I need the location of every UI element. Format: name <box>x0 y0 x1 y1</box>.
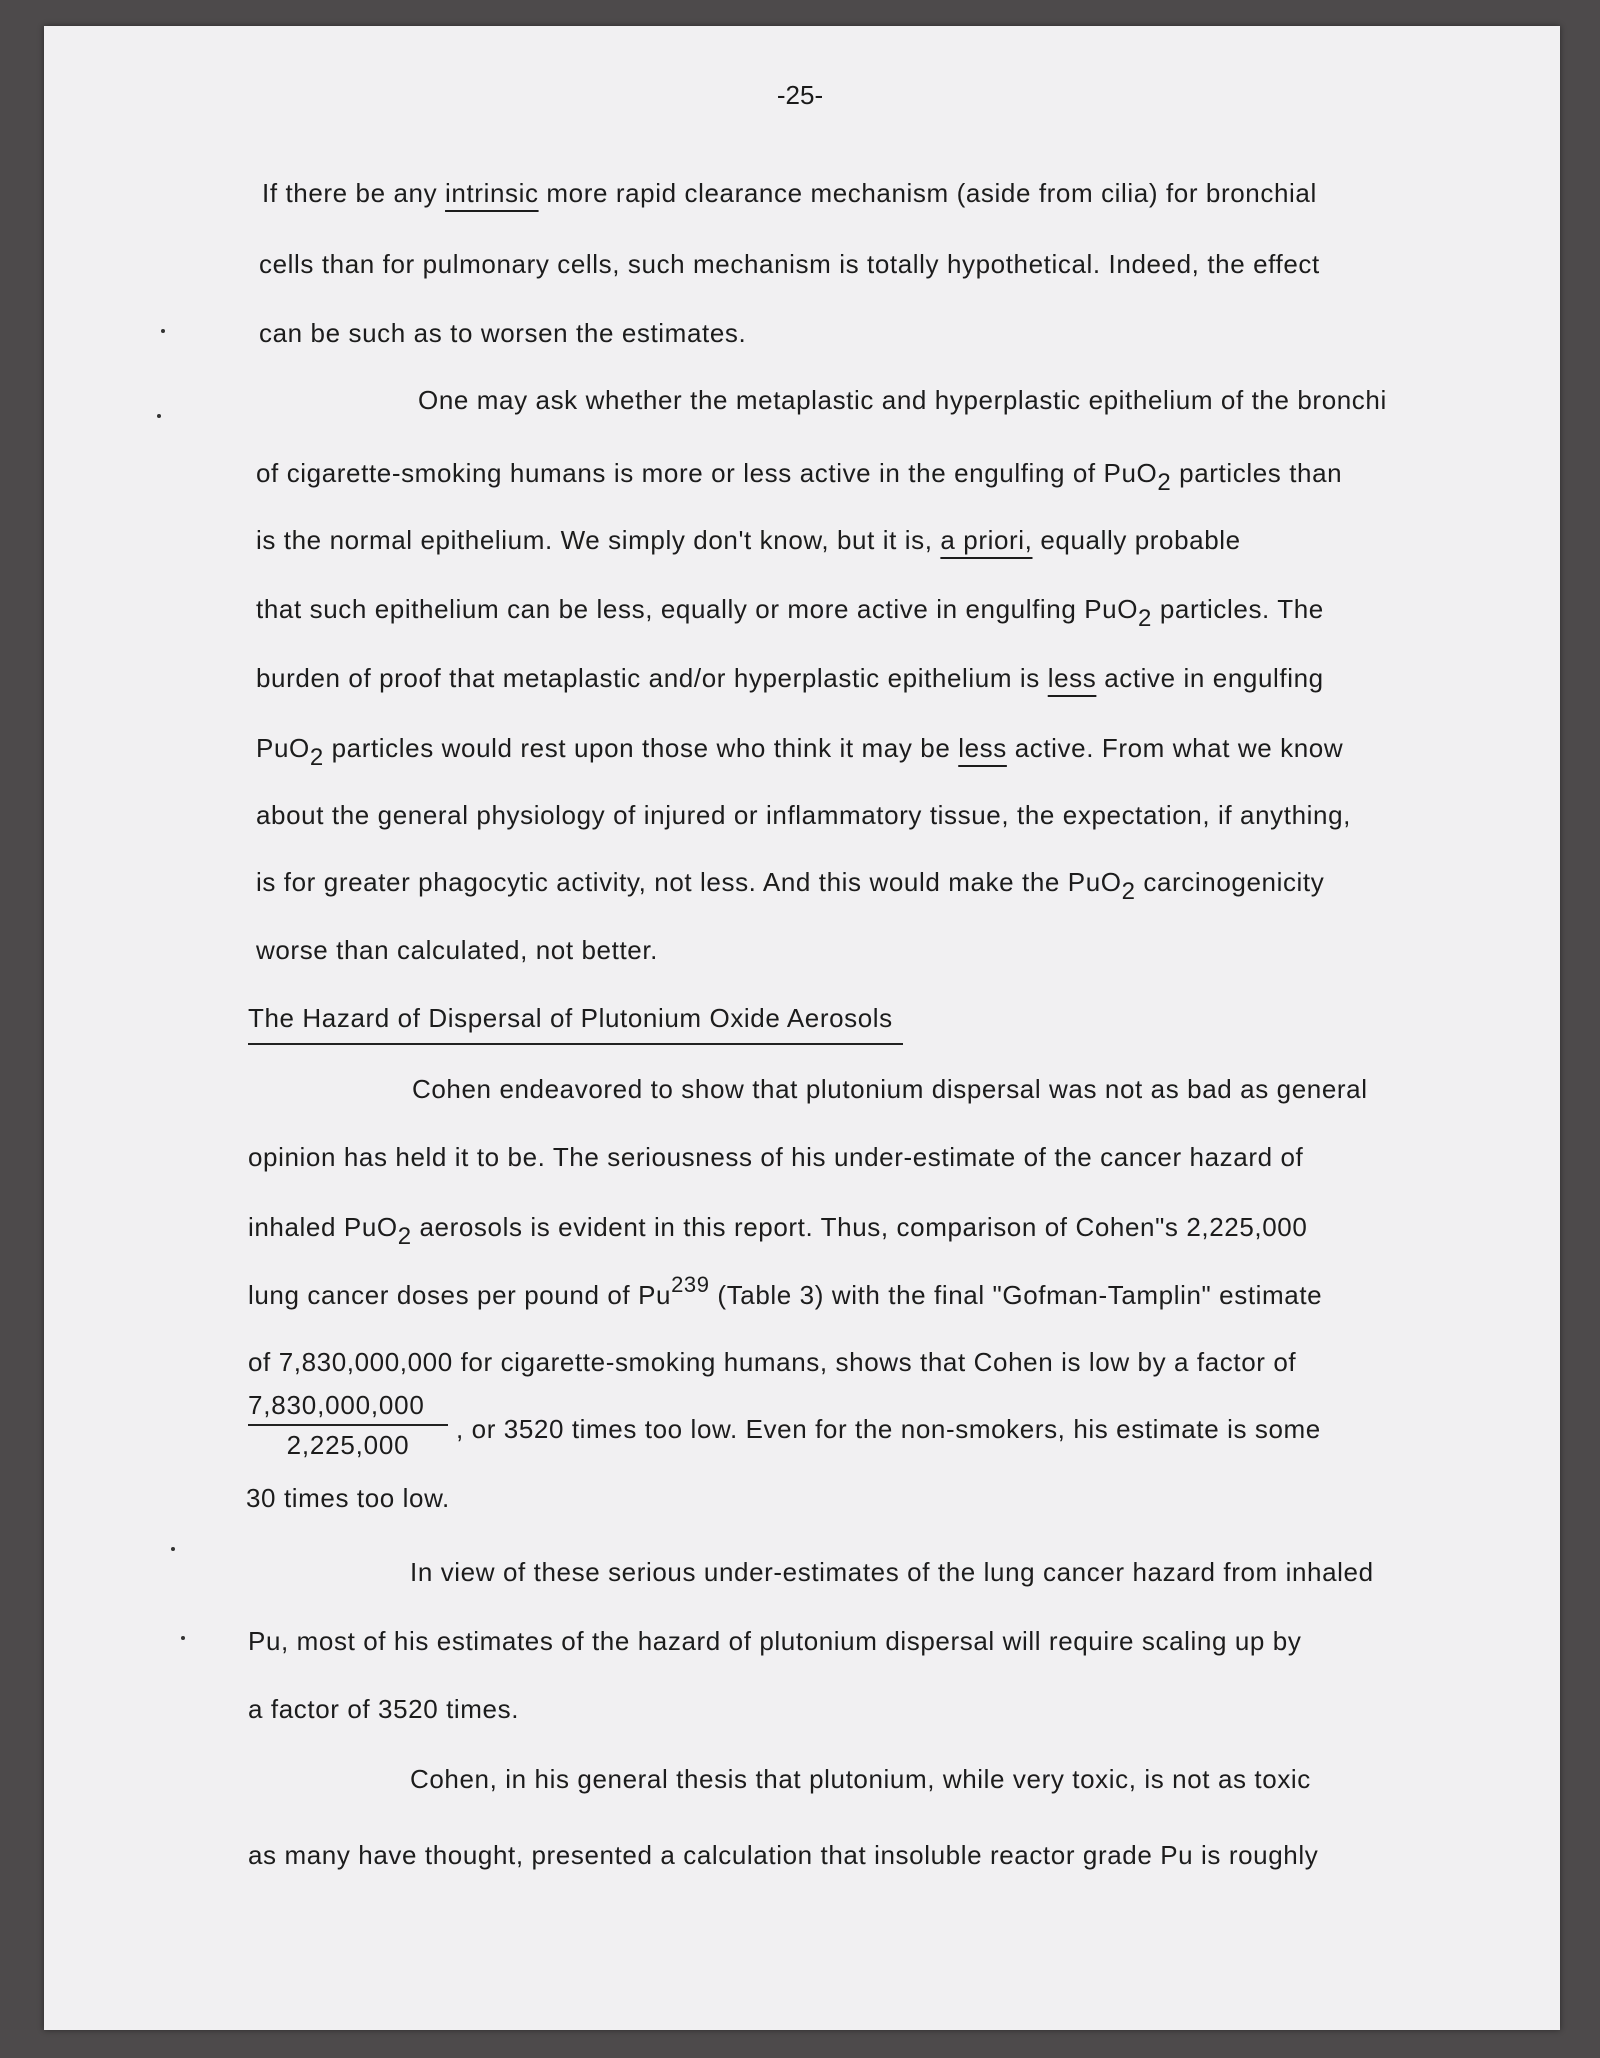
text-line: is the normal epithelium. We simply don't know, but it is, a priori, equally probable <box>256 525 1241 555</box>
text-line: that such epithelium can be less, equally or more active in engulfing PuO$_2$ particles. The <box>256 594 1324 632</box>
underlined-word: less <box>958 733 1007 763</box>
text-line: Cohen endeavored to show that plutonium dispersal was not as bad as general <box>412 1074 1368 1104</box>
subscript: 2 <box>1121 878 1136 905</box>
subscript: 2 <box>397 1223 412 1250</box>
text-line: If there be any intrinsic more rapid clearance mechanism (aside from cilia) for bronchial <box>262 178 1317 208</box>
subscript: 2 <box>1157 469 1172 496</box>
text-line: , or 3520 times too low. Even for the non-smokers, his estimate is some <box>456 1414 1321 1444</box>
text-line: of cigarette-smoking humans is more or less active in the engulfing of PuO$_2$ particles than <box>256 458 1343 496</box>
subscript: 2 <box>309 744 324 771</box>
underlined-word: intrinsic <box>445 178 539 208</box>
text-line: of 7,830,000,000 for cigarette-smoking humans, shows that Cohen is low by a factor of <box>248 1347 1297 1377</box>
fraction-denominator: 2,225,000 <box>286 1430 410 1460</box>
underlined-word: less <box>1047 663 1097 693</box>
text-line: burden of proof that metaplastic and/or hyperplastic epithelium is less active in engulfing <box>256 663 1324 693</box>
text-line: is for greater phagocytic activity, not less. And this would make the PuO$_2$ carcinogenicity <box>256 867 1325 905</box>
text-line: opinion has held it to be. The seriousness of his under-estimate of the cancer hazard of <box>248 1142 1304 1172</box>
fraction-numerator: 7,830,000,000 <box>248 1390 448 1426</box>
text-line: lung cancer doses per pound of Pu$^{239}$ (Table 3) with the final "Gofman-Tamplin" estimate <box>248 1272 1323 1310</box>
fraction <box>248 1390 448 1462</box>
subscript: 2 <box>1138 605 1152 632</box>
text-line: cells than for pulmonary cells, such mechanism is totally hypothetical. Indeed, the effect <box>259 249 1320 279</box>
text-line: as many have thought, presented a calculation that insoluble reactor grade Pu is roughly <box>248 1840 1319 1870</box>
section-heading: The Hazard of Dispersal of Plutonium Oxide Aerosols <box>248 1001 903 1045</box>
text-line: PuO$_2$ particles would rest upon those who think it may be less active. From what we know <box>256 733 1344 771</box>
underlined-word: a priori, <box>940 525 1033 555</box>
superscript: 239 <box>671 1272 710 1297</box>
text-line: Pu, most of his estimates of the hazard of plutonium dispersal will require scaling up by <box>248 1626 1302 1656</box>
margin-mark <box>161 329 165 333</box>
margin-mark <box>181 1636 185 1640</box>
text-line: In view of these serious under-estimates of the lung cancer hazard from inhaled <box>410 1557 1374 1587</box>
text-line: a factor of 3520 times. <box>248 1694 520 1724</box>
text-line: One may ask whether the metaplastic and hyperplastic epithelium of the bronchi <box>418 385 1387 415</box>
margin-mark <box>171 1547 175 1551</box>
text-line: about the general physiology of injured or inflammatory tissue, the expectation, if anything, <box>256 800 1351 830</box>
margin-mark <box>157 414 161 418</box>
text-line: 30 times too low. <box>246 1483 450 1513</box>
text-line: inhaled PuO$_2$ aerosols is evident in this report. Thus, comparison of Cohen"s 2,225,000 <box>248 1212 1308 1250</box>
text-line: worse than calculated, not better. <box>256 935 658 965</box>
page-number: -25- <box>776 80 824 110</box>
text-line: Cohen, in his general thesis that plutonium, while very toxic, is not as toxic <box>410 1764 1311 1794</box>
text-line: can be such as to worsen the estimates. <box>259 318 747 348</box>
